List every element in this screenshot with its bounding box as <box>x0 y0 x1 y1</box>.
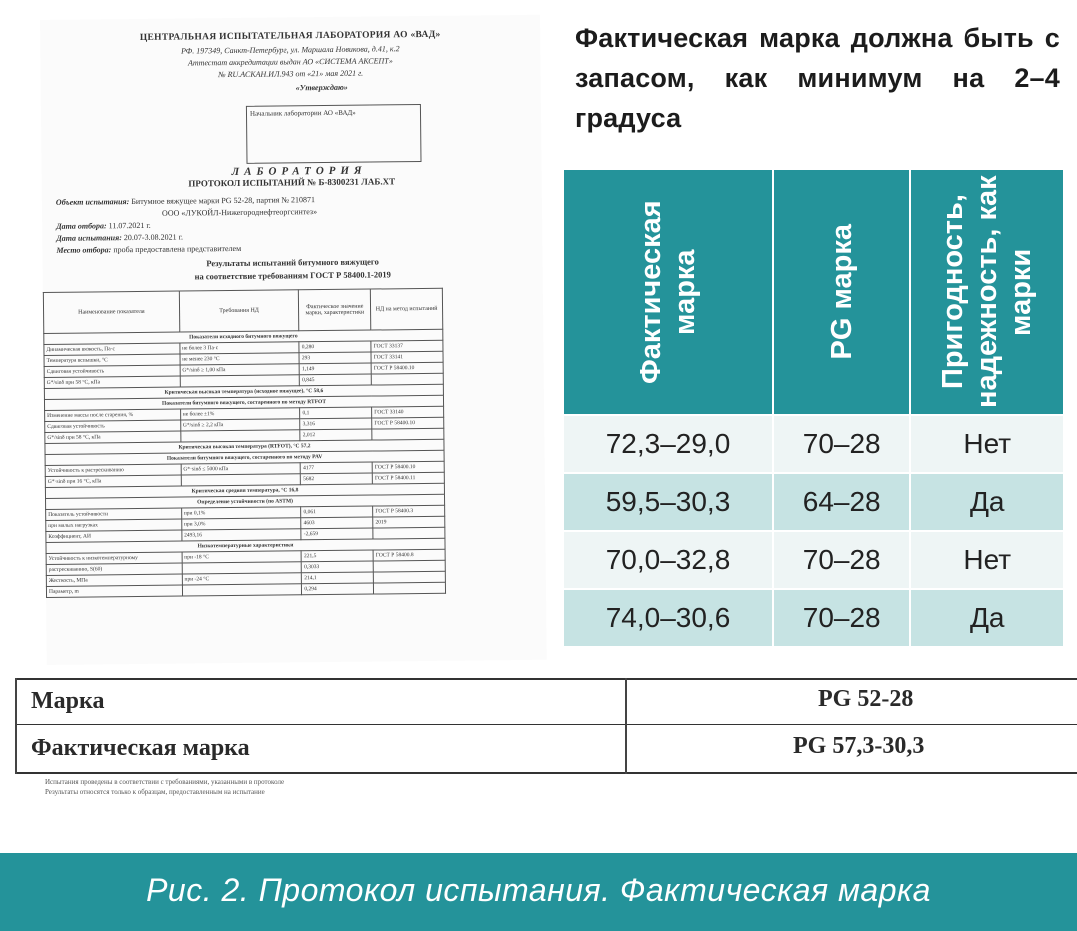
stamp-text: Начальник лаборатории АО «ВАД» <box>249 108 356 118</box>
table-cell: Жесткость, МПа <box>46 574 182 586</box>
lab-name: ЦЕНТРАЛЬНАЯ ИСПЫТАТЕЛЬНАЯ ЛАБОРАТОРИЯ АО «ВАД» <box>139 29 441 43</box>
table-cell: при 3,0% <box>181 518 301 530</box>
grade-table <box>562 168 1065 648</box>
table-cell: при -24 °С <box>182 573 302 585</box>
grade-label: Марка <box>31 688 105 714</box>
section-title: Низкотемпературные характеристики <box>46 538 445 553</box>
table-cell: 0,280 <box>299 341 371 353</box>
cell-suitability: Нет <box>910 531 1064 589</box>
table-cell: G*·sinδ при 16 °С, кПа <box>45 475 181 487</box>
table-cell: 214,1 <box>302 572 374 584</box>
cell-pg-grade: 70–28 <box>773 589 910 647</box>
cell-actual-grade: 59,5–30,3 <box>563 473 773 531</box>
table-header-row <box>43 288 442 333</box>
table-cell: G*·sinδ ≤ 5000 кПа <box>181 463 301 475</box>
cell-actual-grade: 74,0–30,6 <box>563 589 773 647</box>
table-cell: ГОСТ Р 58400.10 <box>372 417 444 429</box>
header-suitability: Пригодность, надежность, как марки <box>910 169 1064 415</box>
table-cell: 221,5 <box>301 550 373 562</box>
divider <box>15 772 1077 774</box>
table-header-cell: НД на метод испытаний <box>370 288 442 330</box>
results-subtitle: на соответствие требованиям ГОСТ Р 58400.1-2019 <box>194 269 391 282</box>
header-pg-grade: PG марка <box>773 169 910 415</box>
table-cell: ГОСТ 33140 <box>372 406 444 418</box>
table-cell: G*/sinδ при 58 °С, кПа <box>45 431 181 443</box>
cell-actual-grade: 70,0–32,8 <box>563 531 773 589</box>
table-cell <box>373 571 445 583</box>
approval-stamp <box>246 104 422 164</box>
table-cell: Параметр, m <box>46 585 182 597</box>
cell-pg-grade: 64–28 <box>773 473 910 531</box>
actual-grade-value: PG 57,3-30,3 <box>793 733 925 759</box>
table-row <box>563 415 1064 473</box>
scanned-results-table <box>43 288 446 598</box>
table-cell: 0,1 <box>300 407 372 419</box>
grade-table-header-row <box>563 169 1064 415</box>
lab-accreditation: Аттестат аккредитации выдан АО «СИСТЕМА АКСЕПТ» <box>187 56 393 68</box>
divider <box>15 678 17 774</box>
approval-label: «Утверждаю» <box>295 82 348 93</box>
table-cell: 2,012 <box>300 429 372 441</box>
stamp-word: ЛАБОРАТОРИЯ <box>231 164 367 179</box>
table-row <box>563 473 1064 531</box>
table-cell: растрескиванию, S(60) <box>46 563 182 575</box>
table-cell <box>374 582 446 594</box>
table-header-cell: Наименование показателя <box>43 291 179 333</box>
table-cell: Сдвиговая устойчивость <box>44 365 180 377</box>
table-cell: 4603 <box>301 517 373 529</box>
table-cell: Показатель устойчивости <box>46 508 182 520</box>
table-cell: -2,659 <box>301 528 373 540</box>
table-cell: 5682 <box>301 473 373 485</box>
section-title: Показатели исходного битумного вяжущего <box>44 329 443 344</box>
meta-row: Объект испытания: Битумное вяжущее марки PG 52-28, партия № 210871 <box>55 195 316 207</box>
divider <box>625 678 627 774</box>
table-cell: ГОСТ 33141 <box>371 351 443 363</box>
table-cell: 0,3033 <box>302 561 374 573</box>
table-cell <box>373 560 445 572</box>
table-cell: G*/sinδ при 58 °С, кПа <box>44 376 180 388</box>
figure-caption: Рис. 2. Протокол испытания. Фактическая марка <box>0 853 1077 931</box>
table-header-cell: Требования НД <box>179 290 299 332</box>
section-title: Показатели битумного вяжущего, состаренного по методу PAV <box>45 450 444 465</box>
meta-row: ООО «ЛУКОЙЛ-Нижегороднефтеоргсинтез» <box>161 207 318 218</box>
table-cell: ГОСТ Р 58400.10 <box>371 362 443 374</box>
table-cell: 4177 <box>300 462 372 474</box>
table-cell: не менее 230 °С <box>180 353 300 365</box>
grade-value: PG 52-28 <box>818 686 914 712</box>
table-cell: при -18 °С <box>182 551 302 563</box>
footnote: Испытания проведены в соответствии с требованиями, указанными в протоколе <box>45 778 285 786</box>
results-title: Результаты испытаний битумного вяжущего <box>206 256 379 269</box>
table-cell: Температура вспышки, °С <box>44 354 180 366</box>
cell-suitability: Да <box>910 589 1064 647</box>
section-title: Показатели битумного вяжущего, состаренного по методу RTFOT <box>44 395 443 410</box>
section-title: Определение устойчивости (по ASTM) <box>46 494 445 509</box>
table-row <box>563 531 1064 589</box>
table-cell: 0,061 <box>301 506 373 518</box>
cell-pg-grade: 70–28 <box>773 415 910 473</box>
cell-pg-grade: 70–28 <box>773 531 910 589</box>
protocol-title: ПРОТОКОЛ ИСПЫТАНИЙ № Б-8300231 ЛАБ.ХТ <box>188 176 396 189</box>
table-cell: 0,294 <box>302 583 374 595</box>
cell-actual-grade: 72,3–29,0 <box>563 415 773 473</box>
meta-row: Место отбора: проба предоставлена представителем <box>56 243 242 255</box>
table-cell <box>371 373 443 385</box>
table-cell: Коэффициент, АИ <box>46 530 182 542</box>
table-row <box>563 589 1064 647</box>
table-cell: при 0,1% <box>181 507 301 519</box>
table-cell: Устойчивость к низкотемпературному <box>46 552 182 564</box>
cell-suitability: Да <box>910 473 1064 531</box>
section-title: Критическая средняя температура, °С 16,8 <box>45 483 444 498</box>
table-cell <box>373 527 445 539</box>
lab-accreditation-number: № RU.АСКАН.ИЛ.943 от «21» мая 2021 г. <box>218 68 364 80</box>
table-cell: ГОСТ Р 58400.10 <box>372 461 444 473</box>
headline: Фактическая марка должна быть с запасом, как минимум на 2–4 градуса <box>575 23 1060 133</box>
cell-suitability: Нет <box>910 415 1064 473</box>
footnote: Результаты относятся только к образцам, предоставленным на испытание <box>45 788 265 796</box>
table-cell: ГОСТ Р 58400.8 <box>373 549 445 561</box>
table-cell: G*/sinδ ≥ 1,00 кПа <box>180 364 300 376</box>
section-title: Критическая высокая температура (RTFOT), °С 57,2 <box>45 439 444 454</box>
table-cell: Изменение массы после старения, % <box>45 409 181 421</box>
table-cell: не более 3 Па·с <box>180 342 300 354</box>
actual-grade-label: Фактическая марка <box>31 735 250 761</box>
table-cell: ГОСТ Р 58400.11 <box>372 472 444 484</box>
table-cell: не более ±1% <box>180 408 300 420</box>
divider <box>15 678 1077 680</box>
table-cell: 2019 <box>373 516 445 528</box>
divider <box>15 724 1077 725</box>
section-title: Критическая высокая температура (исходное вяжущее), °С 58,6 <box>44 384 443 399</box>
table-cell: 293 <box>299 352 371 364</box>
lab-address: РФ. 197349, Санкт-Петербург, ул. Маршала Новикова, д.41, к.2 <box>181 44 400 56</box>
table-cell: 0,845 <box>300 374 372 386</box>
table-cell <box>372 428 444 440</box>
header-actual-grade: Фактическая марка <box>563 169 773 415</box>
table-cell: Динамическая вязкость, Па·с <box>44 343 180 355</box>
meta-row: Дата отбора: 11.07.2021 г. <box>56 220 151 231</box>
meta-row: Дата испытания: 20.07-3.08.2021 г. <box>56 232 183 243</box>
table-cell: Устойчивость к растрескиванию <box>45 464 181 476</box>
table-cell: при малых нагрузках <box>46 519 182 531</box>
table-cell: 1,149 <box>299 363 371 375</box>
table-cell <box>182 584 302 596</box>
table-cell: Сдвиговая устойчивость <box>45 420 181 432</box>
table-cell: G*/sinδ ≥ 2,2 кПа <box>180 419 300 431</box>
table-cell: ГОСТ Р 58400.3 <box>373 505 445 517</box>
table-cell: ГОСТ 33137 <box>371 340 443 352</box>
table-cell: 3,316 <box>300 418 372 430</box>
scanned-protocol <box>40 15 547 665</box>
table-cell: 2493,16 <box>182 529 302 541</box>
table-header-cell: Фактическое значение марки, характеристики <box>299 289 371 331</box>
